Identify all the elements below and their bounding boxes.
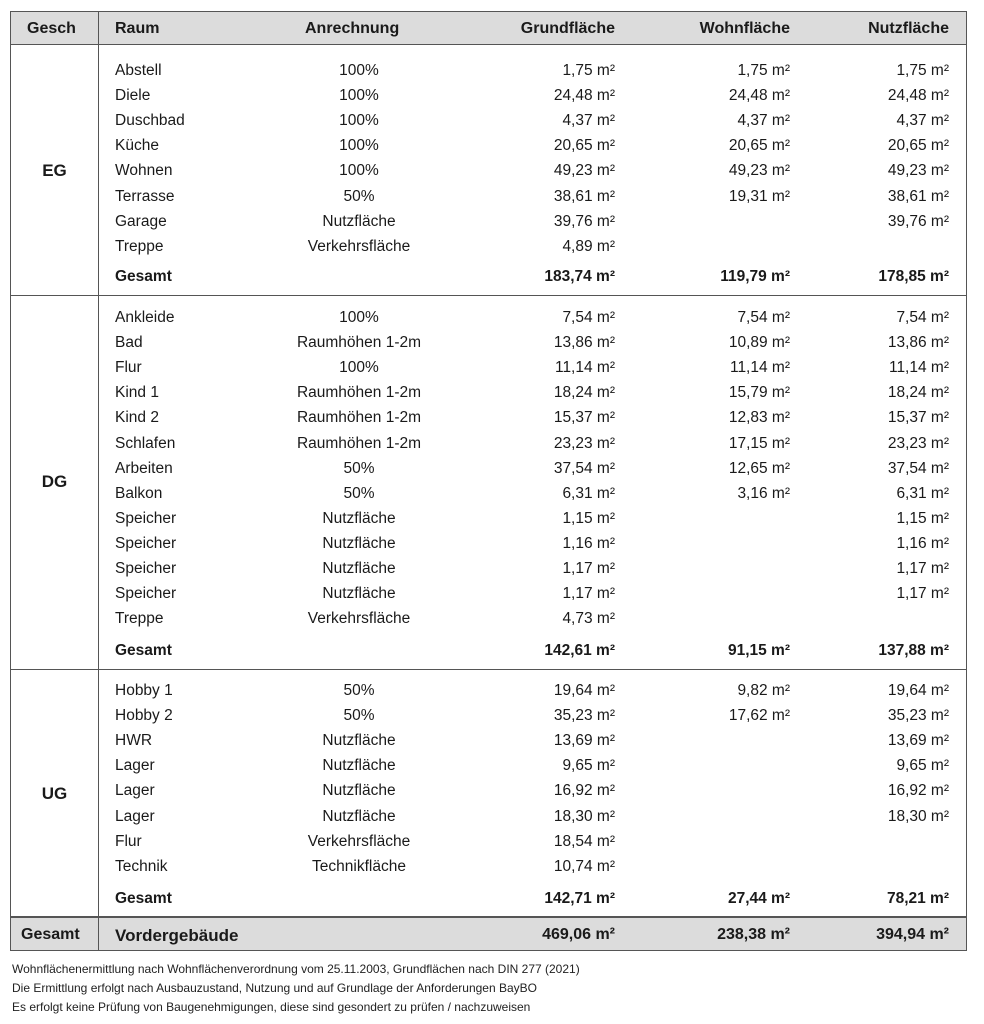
total-wohnflaeche: 119,79 m² [720,268,790,285]
grundflaeche-cell: 18,30 m² [553,807,615,825]
wohnflaeche-cell: 17,15 m² [728,434,790,452]
grand-total-wohnflaeche: 238,38 m² [717,926,790,943]
table-row [11,729,966,754]
grand-total-grundflaeche: 469,06 m² [542,926,615,943]
table-row [11,607,966,632]
column-divider [98,12,99,950]
floor-label: DG [41,472,68,491]
grundflaeche-cell: 4,73 m² [562,610,615,628]
table-row [11,381,966,406]
table-row [11,582,966,607]
anrechnung-cell: Raumhöhen 1-2m [296,384,422,402]
floor-total-row [11,265,966,290]
wohnflaeche-cell: 12,65 m² [728,459,790,477]
nutzflaeche-cell: 18,30 m² [887,807,949,825]
floor-section-dg [11,296,966,670]
anrechnung-cell: Verkehrsfläche [307,610,411,628]
grundflaeche-cell: 1,75 m² [562,62,615,79]
anrechnung-cell: 50% [343,707,375,725]
nutzflaeche-cell: 39,76 m² [887,212,949,230]
floor-section-ug [11,670,966,917]
room-name: Hobby 2 [115,707,173,725]
nutzflaeche-cell: 23,23 m² [887,434,949,452]
grundflaeche-cell: 19,64 m² [553,682,615,699]
nutzflaeche-cell: 15,37 m² [887,409,949,427]
room-name: Schlafen [115,434,176,452]
wohnflaeche-cell: 4,37 m² [737,112,790,130]
grundflaeche-cell: 11,14 m² [554,359,615,377]
anrechnung-cell: 100% [339,137,379,155]
room-name: Treppe [115,237,164,255]
room-name: Bad [115,334,143,352]
grundflaeche-cell: 4,89 m² [562,237,615,255]
grand-total-row [11,917,966,950]
wohnflaeche-cell: 17,62 m² [728,707,790,725]
nutzflaeche-cell: 24,48 m² [887,87,949,105]
room-name: Lager [115,807,155,825]
table-row [11,235,966,260]
room-name: Kind 1 [115,384,159,402]
room-name: Hobby 1 [115,682,173,699]
nutzflaeche-cell: 4,37 m² [896,112,949,130]
wohnflaeche-cell: 49,23 m² [728,162,790,180]
grand-total-nutzflaeche: 394,94 m² [876,926,949,943]
wohnflaeche-cell: 7,54 m² [737,309,790,326]
wohnflaeche-cell: 11,14 m² [729,359,790,377]
footnote: Die Ermittlung erfolgt nach Ausbauzustand, Nutzung und auf Grundlage der Anforderungen BayBO [12,981,537,995]
nutzflaeche-cell: 19,64 m² [887,682,949,699]
nutzflaeche-cell: 9,65 m² [896,757,949,775]
grundflaeche-cell: 7,54 m² [562,309,615,326]
grundflaeche-cell: 6,31 m² [562,484,615,502]
table-row [11,482,966,507]
grundflaeche-cell: 1,16 m² [562,534,615,552]
room-name: Kind 2 [115,409,159,427]
anrechnung-cell: 50% [343,187,375,205]
room-name: Diele [115,87,151,105]
anrechnung-cell: 100% [339,359,379,377]
anrechnung-cell: Nutzfläche [322,534,396,552]
grand-total-building: Vordergebäude [115,926,239,945]
grundflaeche-cell: 38,61 m² [553,187,615,205]
room-name: Flur [115,832,142,850]
table-row [11,134,966,159]
grundflaeche-cell: 39,76 m² [553,212,615,230]
room-name: Lager [115,757,155,775]
grundflaeche-cell: 24,48 m² [553,87,615,105]
grundflaeche-cell: 13,69 m² [553,732,615,750]
total-label: Gesamt [115,268,172,285]
grundflaeche-cell: 49,23 m² [553,162,615,180]
total-nutzflaeche: 178,85 m² [878,268,949,285]
room-name: Flur [115,359,142,377]
floor-label: UG [41,784,68,803]
table-row [11,830,966,855]
total-label: Gesamt [115,642,172,659]
wohnflaeche-cell: 15,79 m² [728,384,790,402]
nutzflaeche-cell: 1,15 m² [896,509,949,527]
total-grundflaeche: 142,71 m² [544,890,615,907]
anrechnung-cell: Raumhöhen 1-2m [296,409,422,427]
nutzflaeche-cell: 1,75 m² [896,62,949,79]
room-name: HWR [115,732,153,750]
grundflaeche-cell: 1,17 m² [562,560,615,577]
nutzflaeche-cell: 1,17 m² [896,560,949,577]
room-name: Abstell [115,62,162,79]
table-row [11,855,966,880]
anrechnung-cell: Nutzfläche [322,212,396,230]
grundflaeche-cell: 10,74 m² [553,857,615,875]
table-row [11,331,966,356]
anrechnung-cell: 50% [343,682,375,699]
nutzflaeche-cell: 37,54 m² [887,459,949,477]
floor-label: EG [42,161,67,180]
nutzflaeche-cell: 35,23 m² [887,707,949,725]
table-row [11,679,966,704]
room-name: Speicher [115,585,177,603]
wohnflaeche-cell: 24,48 m² [728,87,790,105]
anrechnung-cell: 100% [339,162,379,180]
footnotes [12,960,580,1017]
total-wohnflaeche: 91,15 m² [727,642,790,659]
nutzflaeche-cell: 16,92 m² [887,782,949,800]
wohnflaeche-cell: 3,16 m² [737,484,790,502]
room-name: Speicher [115,560,177,577]
floor-total-row [11,639,966,664]
table-row [11,432,966,457]
anrechnung-cell: Verkehrsfläche [307,237,411,255]
room-name: Duschbad [115,112,185,130]
total-nutzflaeche: 137,88 m² [878,642,949,659]
grundflaeche-cell: 23,23 m² [553,434,615,452]
table-row [11,532,966,557]
room-name: Speicher [115,509,177,527]
table-row [11,306,966,331]
grundflaeche-cell: 20,65 m² [553,137,615,155]
grundflaeche-cell: 18,54 m² [553,832,615,850]
nutzflaeche-cell: 6,31 m² [896,484,949,502]
anrechnung-cell: 50% [343,484,375,502]
nutzflaeche-cell: 20,65 m² [887,137,949,155]
nutzflaeche-cell: 13,86 m² [887,334,949,352]
total-grundflaeche: 142,61 m² [544,642,615,659]
table-row [11,557,966,582]
room-name: Treppe [115,610,164,628]
table-row [11,406,966,431]
total-grundflaeche: 183,74 m² [544,268,615,285]
wohnflaeche-cell: 19,31 m² [728,187,790,205]
table-row [11,356,966,381]
anrechnung-cell: Technikfläche [312,857,406,875]
room-name: Balkon [115,484,163,502]
floor-section-eg [11,45,966,296]
grundflaeche-cell: 15,37 m² [553,409,615,427]
nutzflaeche-cell: 49,23 m² [887,162,949,180]
floor-total-row [11,887,966,912]
grundflaeche-cell: 4,37 m² [562,112,615,130]
total-nutzflaeche: 78,21 m² [886,890,949,907]
nutzflaeche-cell: 7,54 m² [896,309,949,326]
table-row [11,507,966,532]
anrechnung-cell: Raumhöhen 1-2m [296,434,422,452]
total-wohnflaeche: 27,44 m² [727,890,790,907]
anrechnung-cell: Raumhöhen 1-2m [296,334,422,352]
table-row [11,457,966,482]
table-row [11,805,966,830]
room-name: Terrasse [115,187,175,205]
grundflaeche-cell: 1,15 m² [562,509,615,527]
wohnflaeche-cell: 12,83 m² [728,409,790,427]
header-anrechnung: Anrechnung [305,20,400,37]
table-header [11,12,966,45]
grundflaeche-cell: 1,17 m² [562,585,615,603]
nutzflaeche-cell: 1,17 m² [896,585,949,603]
area-table [10,11,967,951]
room-name: Wohnen [115,162,173,180]
table-row [11,210,966,235]
header-gesch: Gesch [27,20,76,37]
wohnflaeche-cell: 9,82 m² [737,682,790,699]
room-name: Lager [115,782,155,800]
grundflaeche-cell: 35,23 m² [553,707,615,725]
anrechnung-cell: 100% [339,87,379,105]
anrechnung-cell: Nutzfläche [322,807,396,825]
wohnflaeche-cell: 1,75 m² [737,62,790,79]
table-row [11,109,966,134]
room-name: Ankleide [115,309,175,326]
grundflaeche-cell: 18,24 m² [553,384,615,402]
anrechnung-cell: Nutzfläche [322,782,396,800]
grundflaeche-cell: 13,86 m² [553,334,615,352]
table-row [11,754,966,779]
room-name: Garage [115,212,167,230]
grundflaeche-cell: 37,54 m² [553,459,615,477]
room-name: Technik [115,857,168,875]
anrechnung-cell: Nutzfläche [322,757,396,775]
room-name: Arbeiten [115,459,173,477]
anrechnung-cell: 100% [339,112,379,130]
grundflaeche-cell: 16,92 m² [553,782,615,800]
table-row [11,84,966,109]
header-wohnflaeche: Wohnfläche [699,20,790,37]
anrechnung-cell: Nutzfläche [322,585,396,603]
table-row [11,704,966,729]
grand-total-label: Gesamt [21,926,80,943]
table-row [11,59,966,84]
anrechnung-cell: Verkehrsfläche [307,832,411,850]
wohnflaeche-cell: 20,65 m² [728,137,790,155]
header-raum: Raum [115,20,160,37]
total-label: Gesamt [115,890,172,907]
anrechnung-cell: Nutzfläche [322,509,396,527]
anrechnung-cell: Nutzfläche [322,560,396,577]
header-nutzflaeche: Nutzfläche [868,20,949,37]
table-row [11,159,966,184]
nutzflaeche-cell: 13,69 m² [887,732,949,750]
wohnflaeche-cell: 10,89 m² [728,334,790,352]
nutzflaeche-cell: 18,24 m² [887,384,949,402]
grundflaeche-cell: 9,65 m² [562,757,615,775]
footnote: Wohnflächenermittlung nach Wohnflächenverordnung vom 25.11.2003, Grundflächen nach DIN 277 (2021) [12,962,580,976]
room-name: Speicher [115,534,177,552]
nutzflaeche-cell: 1,16 m² [896,534,949,552]
table-row [11,185,966,210]
anrechnung-cell: Nutzfläche [322,732,396,750]
table-row [11,779,966,804]
nutzflaeche-cell: 38,61 m² [887,187,949,205]
anrechnung-cell: 100% [339,62,379,79]
anrechnung-cell: 50% [343,459,375,477]
header-grundflaeche: Grundfläche [520,20,615,37]
nutzflaeche-cell: 11,14 m² [888,359,949,377]
footnote: Es erfolgt keine Prüfung von Baugenehmigungen, diese sind gesondert zu prüfen / nachzuweisen [12,1000,531,1014]
room-name: Küche [115,137,159,155]
anrechnung-cell: 100% [339,309,379,326]
